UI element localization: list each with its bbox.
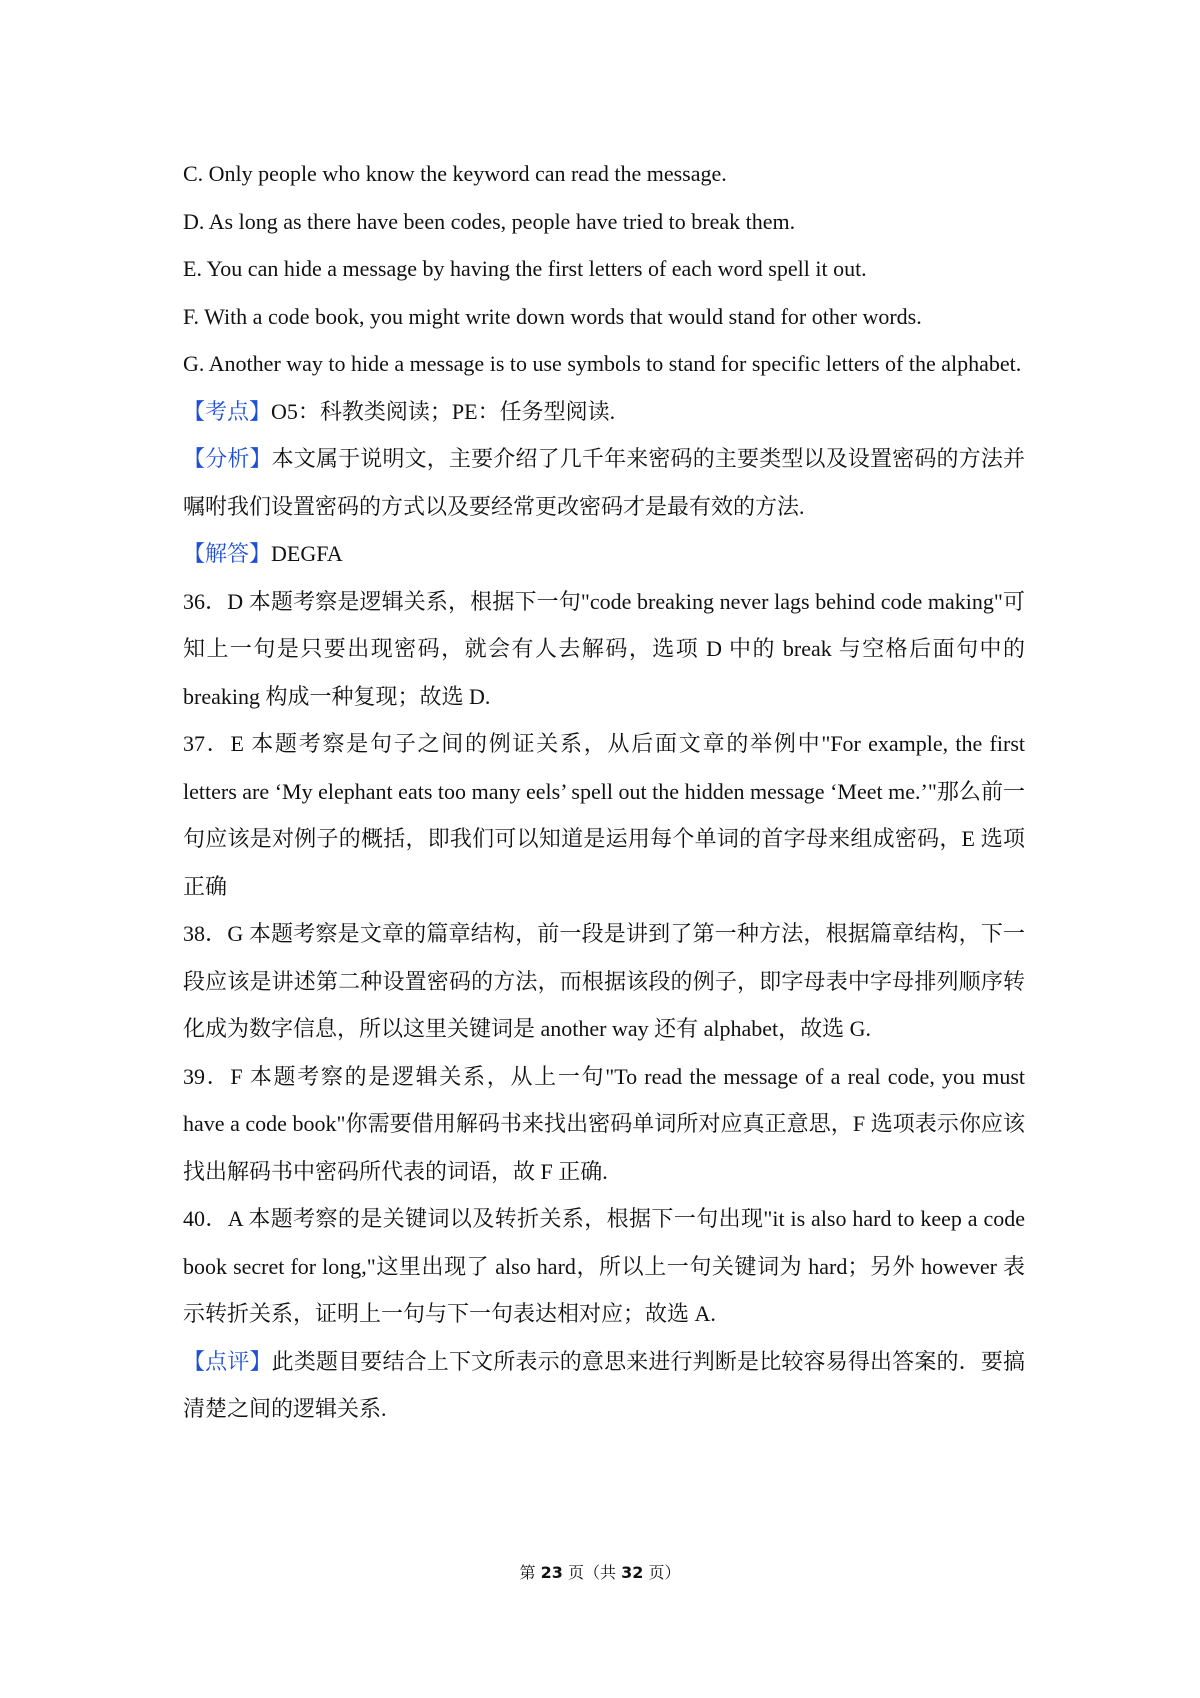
jieda-tag: 【解答】	[183, 541, 272, 566]
kaodian-text: O5：科教类阅读；PE：任务型阅读.	[271, 398, 616, 424]
dianping-section	[183, 1338, 1025, 1433]
answer-36: 36．D 本题考察是逻辑关系，根据下一句"code breaking never lags behind code making"可知上一句是只要出现密码，就会有人去解码，选项 D 中的 break 与空格后面句中的 breaking 构成一种复现；故选 D.	[183, 588, 1025, 709]
page-footer	[0, 1560, 1200, 1583]
dianping-tag: 【点评】	[183, 1348, 272, 1374]
fenxi-section	[183, 435, 1025, 530]
footer-total-pages: 32	[621, 1563, 644, 1582]
answer-39: 39．F 本题考察的是逻辑关系，从上一句"To read the message of a real code, you must have a code book"你需要借用解码书来找出密码单词所对应真正意思，F 选项表示你应该找出解码书中密码所代表的词语，故 F 正确.	[183, 1063, 1025, 1184]
footer-page-number: 23	[540, 1563, 563, 1582]
fenxi-tag: 【分析】	[183, 446, 272, 471]
option-d: D. As long as there have been codes, people have tried to break them.	[183, 208, 796, 234]
fenxi-text: 本文属于说明文，主要介绍了几千年来密码的主要类型以及设置密码的方法并嘱咐我们设置密码的方式以及要经常更改密码才是最有效的方法.	[183, 446, 1025, 519]
option-e: E. You can hide a message by having the first letters of each word spell it out.	[183, 256, 867, 281]
kaodian-section	[183, 388, 1025, 436]
footer-suffix: 页）	[643, 1563, 681, 1582]
jieda-text: DEGFA	[271, 541, 343, 566]
dianping-text: 此类题目要结合上下文所表示的意思来进行判断是比较容易得出答案的．要搞清楚之间的逻辑关系.	[183, 1348, 1025, 1421]
kaodian-tag: 【考点】	[183, 398, 272, 424]
answer-40: 40．A 本题考察的是关键词以及转折关系，根据下一句出现"it is also hard to keep a code book secret for long,"这里出现了 also hard，所以上一句关键词为 hard；另外 however 表示转折关系，证明上一句与下一句表达相对应；故选 A.	[183, 1206, 1025, 1326]
option-c: C. Only people who know the keyword can read the message.	[183, 161, 727, 186]
answer-37: 37．E 本题考察是句子之间的例证关系，从后面文章的举例中"For example, the first letters are ‘My elephant eats too many eels’ spell out the hidden message ‘Meet me.’"那么前一句应该是对例子的概括，即我们可以知道是运用每个单词的首字母来组成密码，E 选项正确	[183, 731, 1025, 899]
footer-middle: 页（共	[562, 1563, 622, 1582]
footer-prefix: 第	[519, 1563, 541, 1582]
document-body	[183, 150, 1025, 1433]
jieda-section	[183, 530, 1025, 578]
option-f: F. With a code book, you might write down words that would stand for other words.	[183, 303, 922, 329]
answer-38: 38．G 本题考察是文章的篇章结构，前一段是讲到了第一种方法，根据篇章结构，下一段应该是讲述第二种设置密码的方法，而根据该段的例子，即字母表中字母排列顺序转化成为数字信息，所以这里关键词是 another way 还有 alphabet，故选 G.	[183, 921, 1025, 1041]
option-g: G. Another way to hide a message is to use symbols to stand for specific letters of the alphabet.	[183, 351, 1022, 376]
